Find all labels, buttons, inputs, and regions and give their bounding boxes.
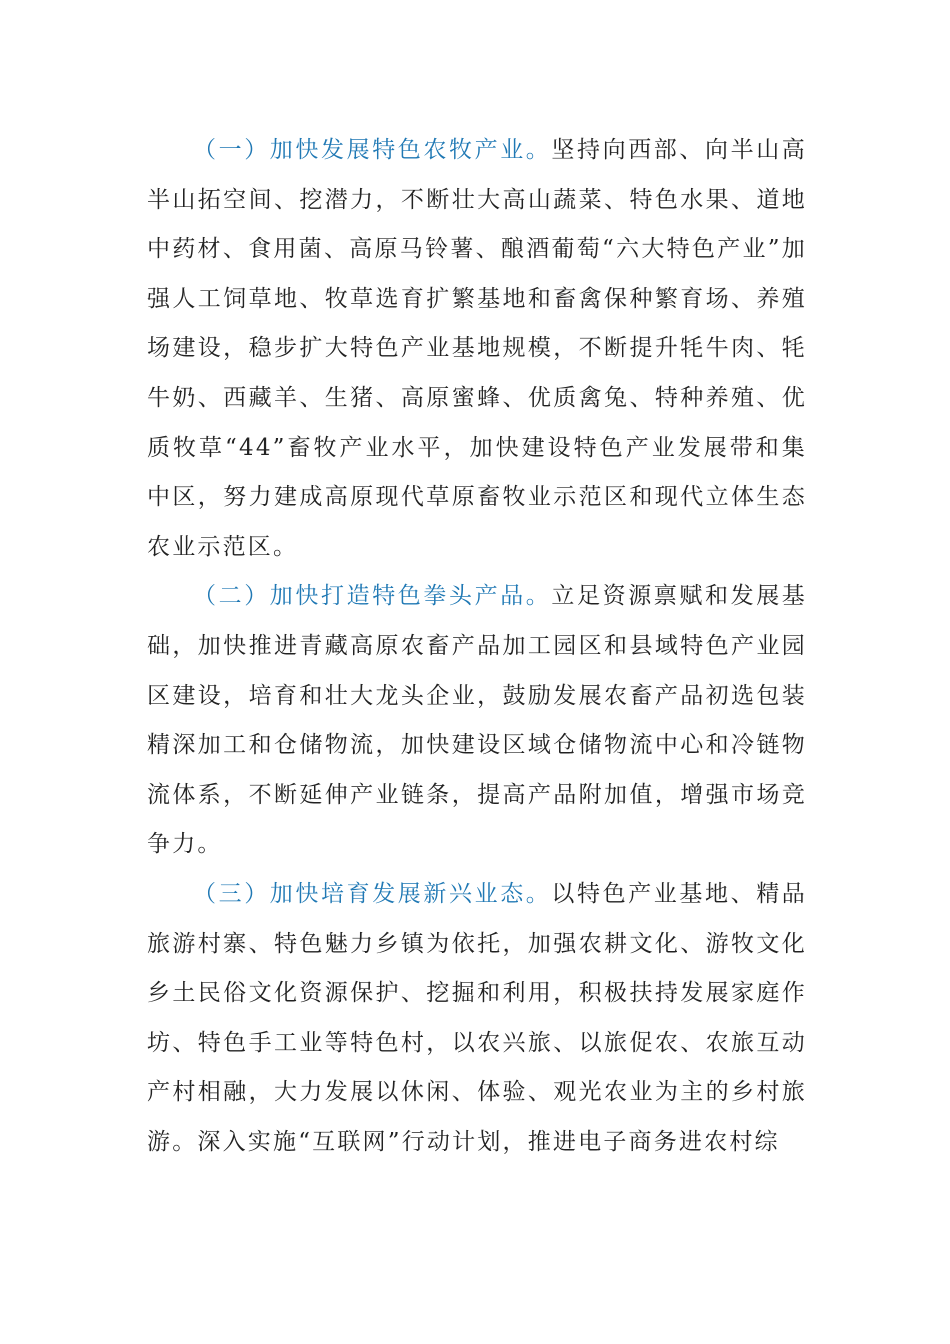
paragraph-text-1: 坚持向西部、向半山高半山拓空间、挖潜力，不断壮大高山蔬菜、特色水果、道地中药材、食用菌、高原马铃薯、酿酒葡萄“六大特色产业”加强人工饲草地、牧草选育扩繁基地和畜禽保种繁育场、养殖场建设，稳步扩大特色产业基地规模，不断提升牦牛肉、牦牛奶、西藏羊、生猪、高原蜜蜂、优质禽兔、特种养殖、优质牧草“44”畜牧产业水平，加快建设特色产业发展带和集中区，努力建成高原现代草原畜牧业示范区和现代立体生态农业示范区。 (147, 137, 808, 560)
paragraph-1 (147, 126, 807, 572)
section-heading-3: （三）加快培育发展新兴业态。 (193, 880, 552, 907)
paragraph-2 (147, 572, 807, 870)
paragraph-text-3: 以特色产业基地、精品旅游村寨、特色魅力乡镇为依托，加强农耕文化、游牧文化乡土民俗文化资源保护、挖掘和利用，积极扶持发展家庭作坊、特色手工业等特色村，以农兴旅、以旅促农、农旅互动产村相融，大力发展以休闲、体验、观光农业为主的乡村旅游。深入实施“互联网”行动计划，推进电子商务进农村综 (147, 880, 808, 1155)
document-body (147, 126, 807, 1167)
section-heading-1: （一）加快发展特色农牧产业。 (193, 137, 552, 163)
paragraph-text-2: 立足资源禀赋和发展基础，加快推进青藏高原农畜产品加工园区和县域特色产业园区建设，培育和壮大龙头企业，鼓励发展农畜产品初选包装精深加工和仓储物流，加快建设区域仓储物流中心和冷链物流体系，不断延伸产业链条，提高产品附加值，增强市场竞争力。 (147, 583, 808, 858)
paragraph-3 (147, 870, 807, 1168)
section-heading-2: （二）加快打造特色拳头产品。 (193, 583, 552, 610)
